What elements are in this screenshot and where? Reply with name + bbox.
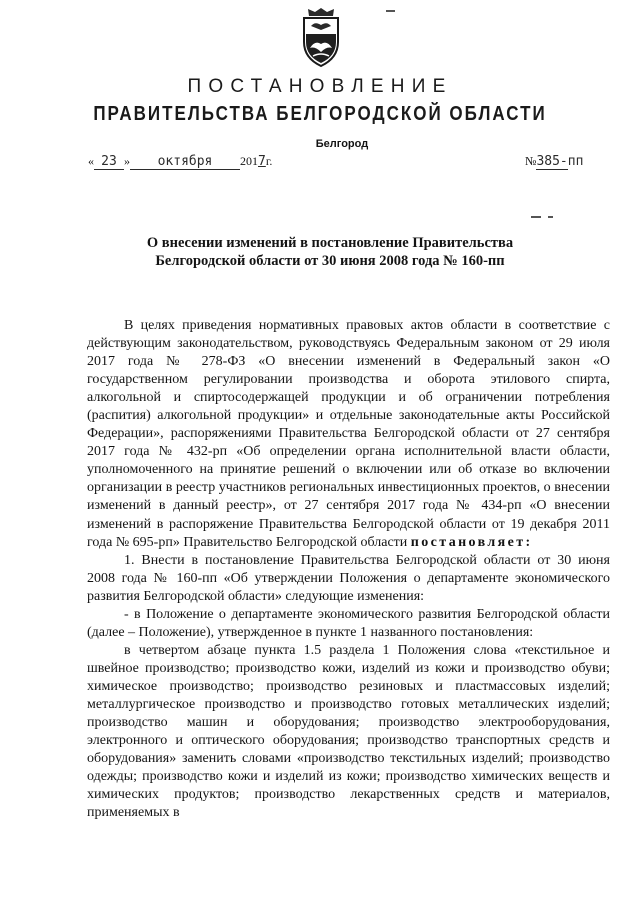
issuing-authority: ПРАВИТЕЛЬСТВА БЕЛГОРОДСКОЙ ОБЛАСТИ xyxy=(93,102,547,125)
paragraph-item-1: 1. Внести в постановление Правительства Белгородской области от 30 июня 2008 года № 160-пп «Об утверждении Положения о департаменте экономического развития Белгородской области» следующие изменения: xyxy=(87,552,610,604)
document-body xyxy=(87,317,610,822)
paragraph-item-1-subitem: - в Положение о департаменте экономического развития Белгородской области (далее – Положение), утвержденное в пункте 1 названного постановления: xyxy=(87,606,610,640)
document-date xyxy=(88,154,272,170)
city-name: Белгород xyxy=(315,138,369,150)
heading-line: Белгородской области от 30 июня 2008 года № 160-пп xyxy=(155,253,505,269)
date-open-quote: « xyxy=(88,154,94,168)
scan-mark xyxy=(531,216,541,218)
paragraph-text: В целях приведения нормативных правовых актов области в соответствие с действующим законодательством, руководствуясь Федеральным законом от 29 июля 2017 года № 278-ФЗ «О внесении изменений в Федеральный закон «О государственном регулировании производства и оборота этилового спирта, алкогольной и спиртосодержащей продукции и об ограничении потребления (распития) алкогольной продукции» и отдельные законодательные акты Российской Федерации», распоряжениями Правительства Белгородской области от 27 сентября 2017 года № 432-рп «Об определении органа исполнительной власти области, уполномоченного на принятие решений о включении или об отказе во включении организации в реестр участников региональных инвестиционных проектов, о внесении изменений в данный реестр», от 27 сентября 2017 года № 434-рп «О внесении изменений в распоряжение Правительства Белгородской области от 19 декабря 2011 года № 695-рп» Правительство Белгородской области xyxy=(87,318,610,550)
date-close-quote: » xyxy=(124,154,130,168)
coat-of-arms-emblem xyxy=(299,6,343,70)
number-label: № xyxy=(525,154,537,168)
date-year-suffix: 7 xyxy=(258,154,266,169)
number-value: 385-пп xyxy=(536,154,584,169)
document-heading xyxy=(120,234,540,270)
heading-line: О внесении изменений в постановление Правительства xyxy=(146,235,514,251)
document-number xyxy=(525,154,584,170)
paragraph-preamble xyxy=(87,317,610,552)
resolves-keyword: постановляет: xyxy=(410,534,533,550)
document-type-title: ПОСТАНОВЛЕНИЕ xyxy=(187,76,453,97)
scan-mark xyxy=(386,10,395,12)
date-day: 23 xyxy=(94,155,124,170)
scan-mark xyxy=(548,216,553,218)
date-year-unit: г. xyxy=(265,154,273,168)
date-year-prefix: 201 xyxy=(240,154,258,168)
date-month: октября xyxy=(130,155,240,170)
paragraph-item-1-amendment: в четвертом абзаце пункта 1.5 раздела 1 Положения слова «текстильное и швейное производство; производство кожи, изделий из кожи и производство обуви; химическое производство; производство резиновых и пластмассовых изделий; металлургическое производство и производство готовых металлических изделий; производство машин и оборудования; производство электрооборудования, электронного и оптического оборудования; производство транспортных средств и оборудования» заменить словами «производство текстильных изделий; производство одежды; производство кожи и изделий из кожи; производство химических веществ и химических продуктов; производство лекарственных средств и материалов, применяемых в xyxy=(87,642,610,821)
